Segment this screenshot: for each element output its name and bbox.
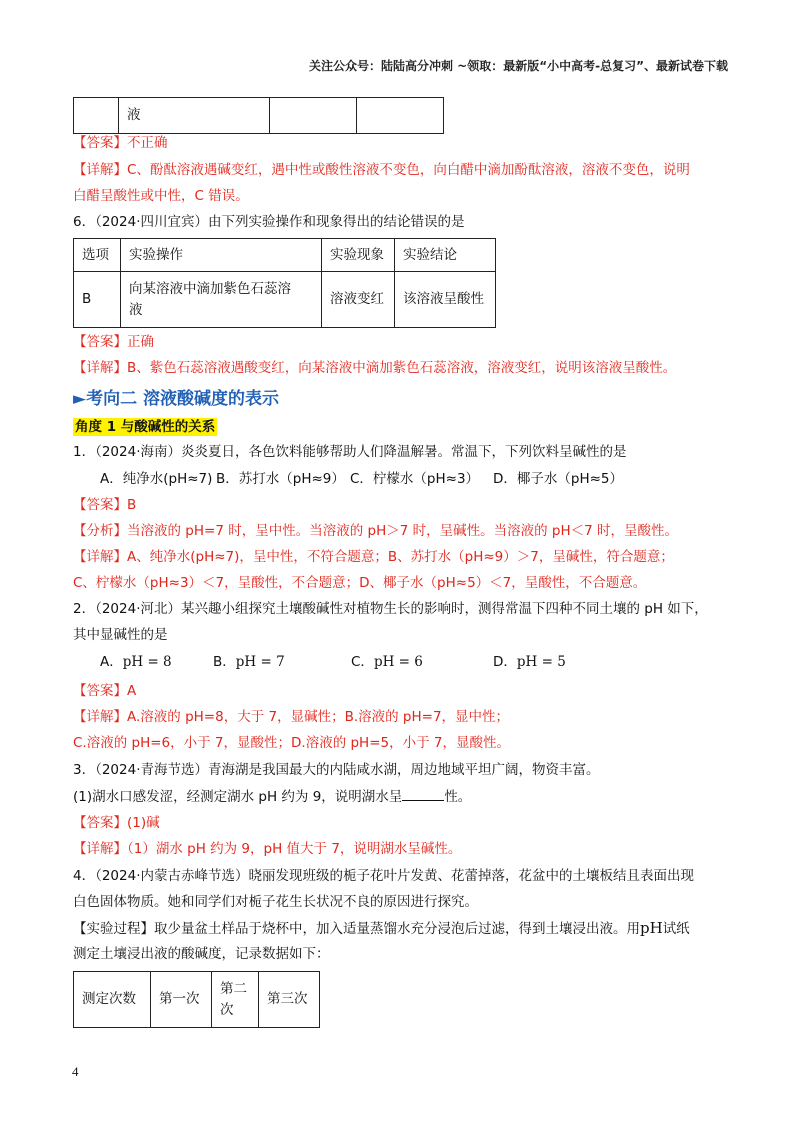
p2-option-c (351, 652, 423, 672)
p2-option-b (213, 652, 285, 672)
p2-option-a (100, 652, 172, 672)
table-cell-operation (121, 272, 322, 328)
table-header: 测定次数 (74, 972, 151, 1028)
table-cell-option: B (74, 272, 121, 328)
p1-answer: 【答案】B (73, 497, 137, 513)
header-line2: 次 (220, 1001, 234, 1018)
p2-stem-line2: 其中显碱性的是 (73, 627, 168, 643)
section-title: 考向二 溶液酸碱度的表示 (86, 389, 279, 409)
table-header: 实验现象 (322, 239, 395, 272)
triangle-marker-icon: ► (73, 389, 87, 409)
answer-blank (402, 786, 444, 801)
q5-detail-line2: 白醋呈酸性或中性，C 错误。 (73, 188, 249, 204)
angle-label-wrap (73, 415, 217, 435)
p2-option-c-value: pH = 6 (373, 654, 423, 670)
p1-option-a: A．纯净水(pH≈7) (100, 471, 213, 487)
table-header (212, 972, 259, 1028)
page-header: 关注公众号：陆陆高分冲刺 ~领取：最新版“小中高考-总复习”、最新试卷下载 (309, 59, 728, 73)
table-cell: 液 (119, 98, 270, 134)
operation-line1: 向某溶液中滴加紫色石蕊溶 (129, 280, 291, 297)
p2-option-d (493, 652, 566, 672)
p1-option-d: D．椰子水（pH≈5） (493, 471, 624, 487)
angle-label: 角度 1 与酸碱性的关系 (75, 419, 216, 435)
p1-option-b: B．苏打水（pH≈9） (216, 471, 345, 487)
p1-stem: 1．（2024·海南）炎炎夏日，各色饮料能够帮助人们降温解暑。常温下，下列饮料呈碱性的是 (73, 444, 627, 460)
p2-option-b-value: pH = 7 (235, 654, 285, 670)
p2-option-a-value: pH = 8 (122, 654, 172, 670)
p4-process-line1 (73, 918, 690, 939)
table-header: 第三次 (259, 972, 320, 1028)
p1-option-c: C．柠檬水（pH≈3） (350, 471, 480, 487)
q5-table-tail (73, 97, 444, 134)
q6-detail: 【详解】B、紫色石蕊溶液遇酸变红，向某溶液中滴加紫色石蕊溶液，溶液变红，说明该溶液呈酸性。 (73, 360, 677, 376)
p1-analysis: 【分析】当溶液的 pH=7 时，呈中性。当溶液的 pH＞7 时，呈碱性。当溶液的 pH＜7 时，呈酸性。 (73, 523, 678, 539)
table-cell (270, 98, 357, 134)
section-heading (73, 384, 279, 409)
p3-sub-pre: (1)湖水口感发涩，经测定湖水 pH 约为 9，说明湖水呈 (73, 789, 403, 805)
p2-option-b-label: B． (213, 654, 236, 670)
p3-answer: 【答案】(1)碱 (73, 815, 160, 831)
p2-answer: 【答案】A (73, 683, 137, 699)
p4-process-post: 试纸 (662, 921, 690, 937)
header-line1: 第二 (220, 980, 247, 997)
operation-line2: 液 (129, 301, 143, 318)
p2-option-d-value: pH = 5 (516, 654, 566, 670)
p4-data-table (73, 971, 320, 1028)
q6-stem: 6．（2024·四川宜宾）由下列实验操作和现象得出的结论错误的是 (73, 214, 465, 230)
table-cell (357, 98, 444, 134)
p3-detail: 【详解】（1）湖水 pH 约为 9，pH 值大于 7，说明湖水呈碱性。 (73, 841, 462, 857)
p3-subquestion (73, 786, 471, 807)
p2-detail-line2: C.溶液的 pH=6，小于 7，显酸性；D.溶液的 pH=5，小于 7，显酸性。 (73, 735, 510, 751)
p2-detail-line1: 【详解】A.溶液的 pH=8，大于 7，显碱性；B.溶液的 pH=7，显中性； (73, 709, 510, 725)
p4-stem-line1: 4．（2024·内蒙古赤峰节选）晓丽发现班级的栀子花叶片发黄、花蕾掉落，花盆中的土壤板结且表面出现 (73, 868, 694, 884)
table-header: 第一次 (151, 972, 212, 1028)
p2-option-c-label: C． (351, 654, 374, 670)
p3-stem: 3．（2024·青海节选）青海湖是我国最大的内陆咸水湖，周边地域平坦广阔，物资丰富。 (73, 762, 600, 778)
table-header: 实验结论 (395, 239, 496, 272)
p4-stem-line2: 白色固体物质。她和同学们对栀子花生长状况不良的原因进行探究。 (73, 894, 478, 910)
p1-detail-line2: C、柠檬水（pH≈3）＜7，呈酸性，不合题意；D、椰子水（pH≈5）＜7，呈酸性，不合题意。 (73, 575, 647, 591)
table-cell-conclusion: 该溶液呈酸性 (395, 272, 496, 328)
p4-process-ph: pH (640, 919, 663, 937)
p2-option-d-label: D． (493, 654, 517, 670)
table-cell (74, 98, 119, 134)
q5-answer: 【答案】不正确 (73, 135, 168, 151)
q6-table (73, 238, 496, 328)
p3-sub-post: 性。 (444, 789, 472, 805)
p1-detail-line1: 【详解】A、纯净水(pH≈7)，呈中性，不符合题意；B、苏打水（pH≈9）＞7，呈碱性，符合题意； (73, 549, 674, 565)
q6-answer: 【答案】正确 (73, 334, 154, 350)
p4-process-line2: 测定土壤浸出液的酸碱度，记录数据如下： (73, 946, 330, 962)
table-cell-phenomenon: 溶液变红 (322, 272, 395, 328)
q5-detail-line1: 【详解】C、酚酞溶液遇碱变红，遇中性或酸性溶液不变色，向白醋中滴加酚酞溶液，溶液不变色，说明 (73, 162, 690, 178)
p4-process-pre: 【实验过程】取少量盆土样品于烧杯中，加入适量蒸馏水充分浸泡后过滤，得到土壤浸出液。用 (73, 921, 640, 937)
table-header: 实验操作 (121, 239, 322, 272)
p2-option-a-label: A． (100, 654, 123, 670)
p2-stem-line1: 2．（2024·河北）某兴趣小组探究土壤酸碱性对植物生长的影响时，测得常温下四种不同土壤的 pH 如下， (73, 601, 708, 617)
table-header: 选项 (74, 239, 121, 272)
page-number: 4 (72, 1064, 79, 1079)
